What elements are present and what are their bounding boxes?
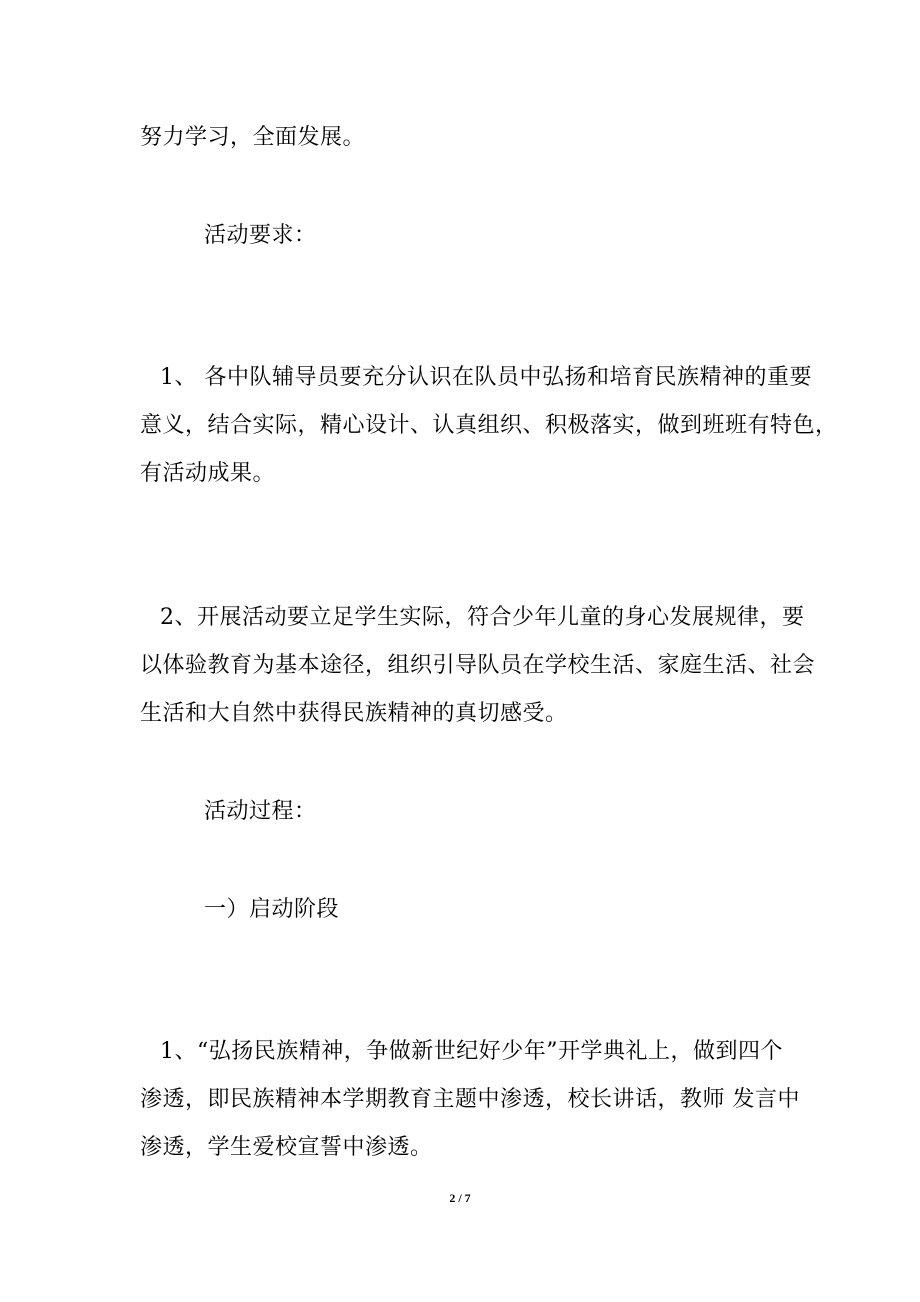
paragraph-line: 1、 各中队辅导员要充分认识在队员中弘扬和培育民族精神的重要: [160, 365, 812, 390]
section-heading-process: 活动过程：: [204, 799, 317, 824]
paragraph-line: 努力学习，全面发展。: [140, 125, 366, 150]
paragraph-line: 以体验教育为基本途径，组织引导队员在学校生活、家庭生活、社会: [140, 653, 816, 678]
section-heading-requirements: 活动要求：: [204, 223, 317, 248]
paragraph-line: 渗透，即民族精神本学期教育主题中渗透，校长讲话，教师 发言中: [140, 1087, 800, 1112]
paragraph-line: 1、“弘扬民族精神，争做新世纪好少年”开学典礼上，做到四个: [160, 1039, 783, 1064]
paragraph-line: 渗透，学生爱校宣誓中渗透。: [140, 1135, 433, 1160]
page-number: 2 / 7: [449, 1191, 471, 1205]
paragraph-line: 2、开展活动要立足学生实际，符合少年儿童的身心发展规律，要: [160, 605, 805, 630]
paragraph-line: 生活和大自然中获得民族精神的真切感受。: [140, 701, 568, 726]
paragraph-line: 意义，结合实际，精心设计、认真组织、积极落实，做到班班有特色，: [140, 413, 838, 438]
section-heading-launch-stage: 一）启动阶段: [204, 897, 340, 922]
paragraph-line: 有活动成果。: [140, 461, 276, 486]
